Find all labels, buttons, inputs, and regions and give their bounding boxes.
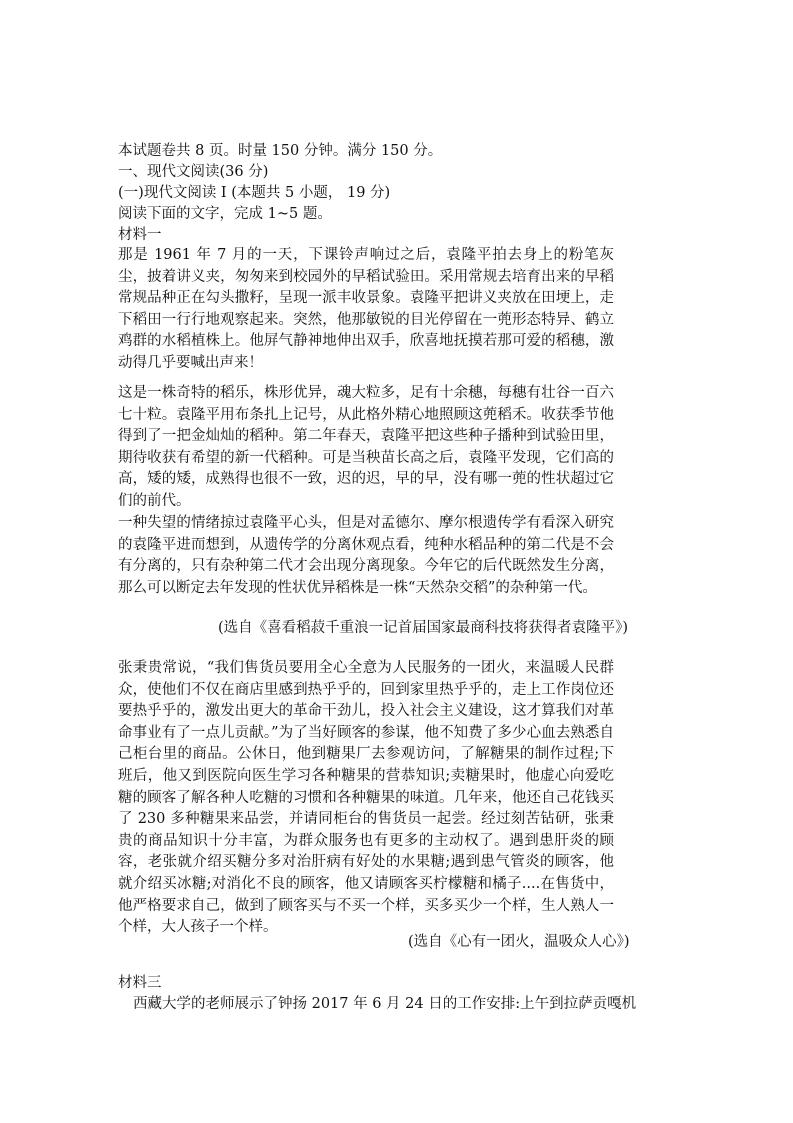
material-three-first-line: 西藏大学的老师展示了钟扬 2017 年 6 月 24 日的工作安排:上午到拉萨贡嘎机 <box>133 996 637 1012</box>
section-heading: 一、现代文阅读(36 分) <box>118 164 269 180</box>
material-three-label: 材料三 <box>118 975 162 991</box>
subsection-heading: (一)现代文阅读 I (本题共 5 小题， 19 分) <box>118 185 391 201</box>
material-two-source: (选自《心有一团火，温吸众人心》) <box>408 934 630 950</box>
material-one-source: (选自《喜看稻菽千重浪一记首届国家最商科技将获得者袁隆平》) <box>218 620 629 636</box>
material-one-paragraph-2: 这是一株奇特的稻乐，株形优异，魂大粒多，足有十余穗，每穗有壮谷一百六七十粒。袁隆平用布条扎上记号，从此格外精心地照顾这蔸稻禾。收获季节他得到了一把金灿灿的稻种。第二年春天，袁隆平把这些种子播种到试验田里，期待收获有希望的新一代稻种。可是当秧苗长高之后，袁隆平发现，它们高的高，矮的矮，成熟得也很不一致，迟的迟，早的早，没有哪一蔸的性状超过它们的前代。 <box>118 385 614 509</box>
exam-intro: 本试题卷共 8 页。时量 150 分钟。满分 150 分。 <box>118 143 443 159</box>
reading-instruction: 阅读下面的文字，完成 1~5 题。 <box>118 206 332 222</box>
material-one-paragraph-1: 那是 1961 年 7 月的一天，下课铃声响过之后，袁隆平拍去身上的粉笔灰尘，披着讲义夹，匆匆来到校园外的早稻试验田。采用常规去培育出来的早稻常规品种正在勾头撒籽，呈现一派丰收景象。袁隆平把讲义夹放在田埂上，走下稻田一行行地观察起来。突然，他那敏锐的目光停留在一蔸形态特异、鹤立鸡群的水稻植株上。他屏气静神地伸出双手，欣喜地抚摸若那可爱的稻穗，激动得几乎要喊出声来！ <box>118 247 614 371</box>
material-one-label: 材料一 <box>118 227 162 243</box>
material-one-paragraph-3: 一种失望的情绪掠过袁隆平心头，但是对孟德尔、摩尔根遗传学有看深入研究的袁隆平进而想到，从遗传学的分离休观点看，纯种水稻品种的第二代是不会有分离的，只有杂种第二代才会出现分离现象。今年它的后代既然发生分离，那么可以断定去年发现的性状优异稻株是一株“天然杂交稻”的杂种第一代。 <box>118 515 614 596</box>
material-two-paragraph: 张秉贵常说，“我们售货员要用全心全意为人民服务的一团火，来温暖人民群众，使他们不仅在商店里感到热乎乎的，回到家里热乎乎的，走上工作岗位还要热乎乎的，激发出更大的革命干劲儿，投入社会主义建设，这才算我们对革命事业有了一点儿贡献。”为了当好顾客的参谋，他不知费了多少心血去熟悉自己柜台里的商品。公休日，他到糖果厂去参观访问，了解糖果的制作过程;下班后，他又到医院向医生学习各种糖果的营恭知识;卖糖果时，他虚心向爱吃糖的顾客了解各种人吃糖的习惯和各种糖果的味道。几年来，他还自己花钱买了 230 多种糖果来品尝，并请同柜台的售货员一起尝。经过刻苦钻研，张秉贵的商品知识十分丰富，为群众服务也有更多的主动权了。遇到患肝炎的顾容，老张就介绍买糖分多对治肝病有好处的水果糖;遇到患气管炎的顾客，他就介绍买冰糖;对消化不良的顾客，他又请顾客买柠檬糖和橘子....在售货中，他严格要求自己，做到了顾客买与不买一个样，买多买少一个样，生人熟人一个样，大人孩子一个样。 <box>118 660 614 936</box>
